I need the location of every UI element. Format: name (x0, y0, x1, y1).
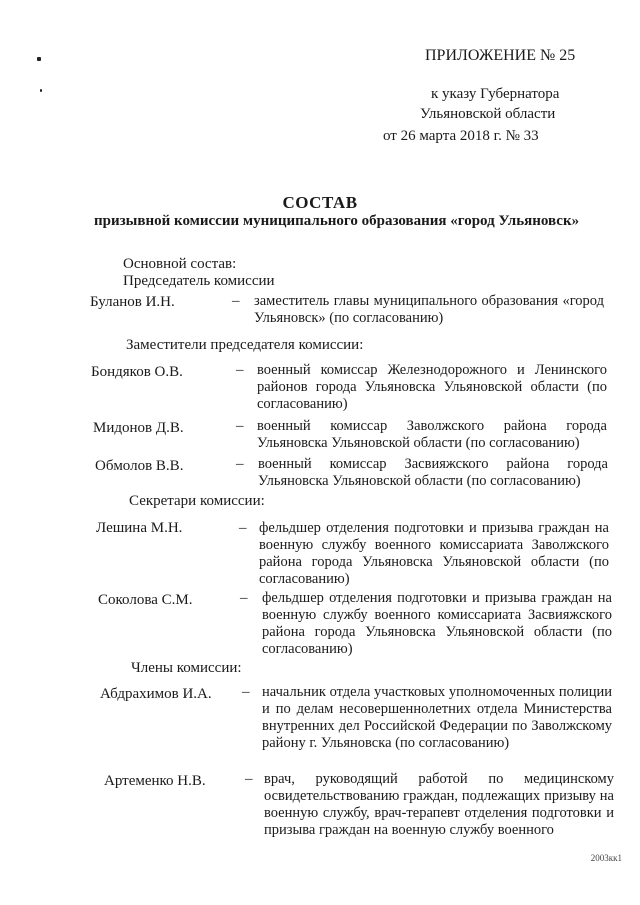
header-line: к указу Губернатора (431, 86, 560, 102)
dash-separator: – (240, 590, 248, 606)
member-role: начальник отдела участковых уполномоченных полиции и по делам несовершеннолетних отдела Министерства внутренних дел Российской Федерации по Заволжскому району г. Ульяновска (по согласованию) (262, 684, 612, 751)
section-deputies: Заместители председателя комиссии: (126, 337, 364, 353)
scan-mark (40, 89, 42, 92)
dash-separator: – (245, 771, 253, 787)
member-name: Бондяков О.В. (91, 364, 183, 380)
dash-separator: – (239, 520, 247, 536)
dash-separator: – (236, 418, 244, 434)
dash-separator: – (236, 362, 244, 378)
member-role: военный комиссар Засвияжского района города Ульяновска Ульяновской области (по согласованию) (258, 456, 608, 489)
member-role: врач, руководящий работой по медицинскому освидетельствованию граждан, подлежащих призыву на военную службу, врач-терапевт отделения подготовки и призыва граждан на военную службу военного (264, 771, 614, 838)
appendix-title: ПРИЛОЖЕНИЕ № 25 (425, 47, 576, 64)
section-chair: Председатель комиссии (123, 273, 275, 289)
member-name: Буланов И.Н. (90, 294, 175, 310)
member-role: фельдшер отделения подготовки и призыва граждан на военную службу военного комиссариата Заволжского района города Ульяновска Ульяновской области (по согласованию) (259, 520, 609, 587)
member-name: Лешина М.Н. (96, 520, 183, 536)
member-role: фельдшер отделения подготовки и призыва граждан на военную службу военного комиссариата Засвияжского района города Ульяновска Ульяновской области (по согласованию) (262, 590, 612, 657)
document-title: СОСТАВ (282, 193, 358, 212)
member-name: Артеменко Н.В. (104, 773, 206, 789)
document-subtitle: призывной комиссии муниципального образования «город Ульяновск» (94, 213, 580, 229)
section-secretaries: Секретари комиссии: (129, 493, 265, 509)
header-line: от 26 марта 2018 г. № 33 (383, 128, 539, 144)
dash-separator: – (232, 293, 240, 309)
member-name: Соколова С.М. (98, 592, 193, 608)
footer-code: 2003кк1 (590, 853, 622, 863)
member-role: военный комиссар Заволжского района города Ульяновска Ульяновской области (по согласованию) (257, 418, 607, 451)
section-members: Члены комиссии: (131, 660, 242, 676)
dash-separator: – (242, 684, 250, 700)
scan-mark (37, 57, 41, 61)
dash-separator: – (236, 456, 244, 472)
section-main: Основной состав: (123, 256, 237, 272)
member-name: Обмолов В.В. (95, 458, 184, 474)
member-name: Мидонов Д.В. (93, 420, 184, 436)
member-role: заместитель главы муниципального образования «город Ульяновск» (по согласованию) (254, 293, 604, 326)
header-line: Ульяновской области (420, 106, 556, 122)
member-role: военный комиссар Железнодорожного и Ленинского районов города Ульяновска Ульяновской области (по согласованию) (257, 362, 607, 412)
member-name: Абдрахимов И.А. (100, 686, 212, 702)
